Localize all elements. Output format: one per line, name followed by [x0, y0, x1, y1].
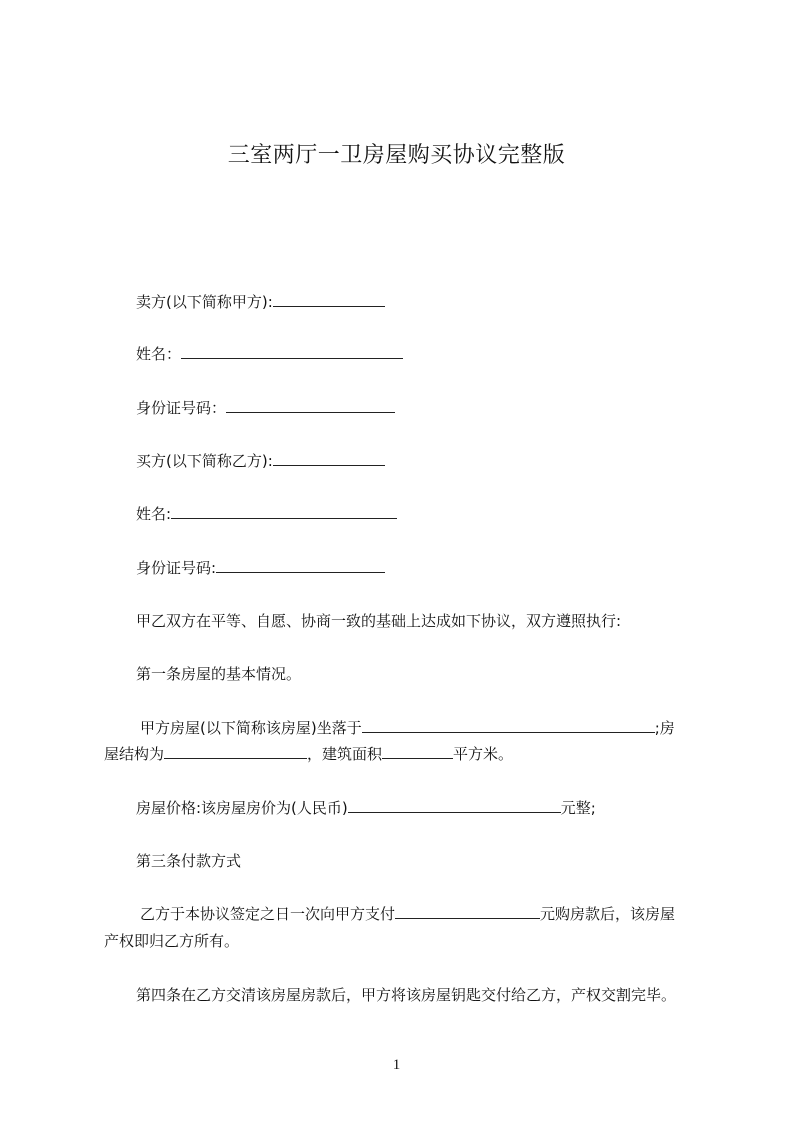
area-label: ，建筑面积 [307, 745, 383, 763]
payment-continuation: 产权即归乙方所有。 [104, 932, 240, 950]
seller-id-line [136, 397, 395, 419]
seller-id-blank[interactable] [226, 397, 395, 413]
price-blank[interactable] [348, 797, 561, 813]
payment-line [140, 903, 675, 925]
buyer-name-label: 姓名: [136, 505, 172, 523]
seller-blank[interactable] [273, 291, 385, 307]
house-location-label: 甲方房屋(以下简称该房屋)坐落于 [140, 719, 362, 737]
buyer-id-blank[interactable] [216, 557, 385, 573]
payment-suffix: 元购房款后，该房屋 [540, 905, 676, 923]
document-title: 三室两厅一卫房屋购买协议完整版 [227, 143, 566, 168]
structure-line [104, 743, 513, 765]
price-label: 房屋价格:该房屋房价为(人民币) [136, 799, 348, 817]
house-location-suffix: ;房 [654, 719, 675, 737]
seller-label: 卖方(以下简称甲方): [136, 293, 273, 311]
payment-label: 乙方于本协议签定之日一次向甲方支付 [140, 905, 396, 923]
house-location-line [140, 717, 675, 739]
structure-label: 屋结构为 [104, 745, 165, 763]
area-blank[interactable] [382, 743, 453, 759]
seller-line [136, 291, 385, 313]
intro-paragraph: 甲乙双方在平等、自愿、协商一致的基础上达成如下协议，双方遵照执行: [136, 612, 622, 630]
payment-blank[interactable] [395, 903, 540, 919]
price-line [136, 797, 596, 819]
page-number: 1 [392, 1057, 401, 1073]
price-unit: 元整; [560, 799, 596, 817]
structure-blank[interactable] [164, 743, 307, 759]
buyer-blank[interactable] [273, 450, 385, 466]
seller-id-label: 身份证号码： [136, 399, 227, 417]
buyer-name-blank[interactable] [171, 503, 397, 519]
house-location-blank[interactable] [362, 717, 655, 733]
article-3-heading: 第三条付款方式 [136, 852, 242, 870]
buyer-id-label: 身份证号码: [136, 559, 217, 577]
seller-name-label: 姓名： [136, 345, 182, 363]
seller-name-line [136, 343, 403, 365]
article-1-heading: 第一条房屋的基本情况。 [136, 665, 302, 683]
seller-name-blank[interactable] [181, 343, 403, 359]
buyer-id-line [136, 557, 385, 579]
buyer-line [136, 450, 385, 472]
buyer-name-line [136, 503, 397, 525]
buyer-label: 买方(以下简称乙方): [136, 452, 273, 470]
article-4-paragraph: 第四条在乙方交清该房屋房款后，甲方将该房屋钥匙交付给乙方，产权交割完毕。 [136, 986, 677, 1004]
area-unit: 平方米。 [453, 745, 514, 763]
